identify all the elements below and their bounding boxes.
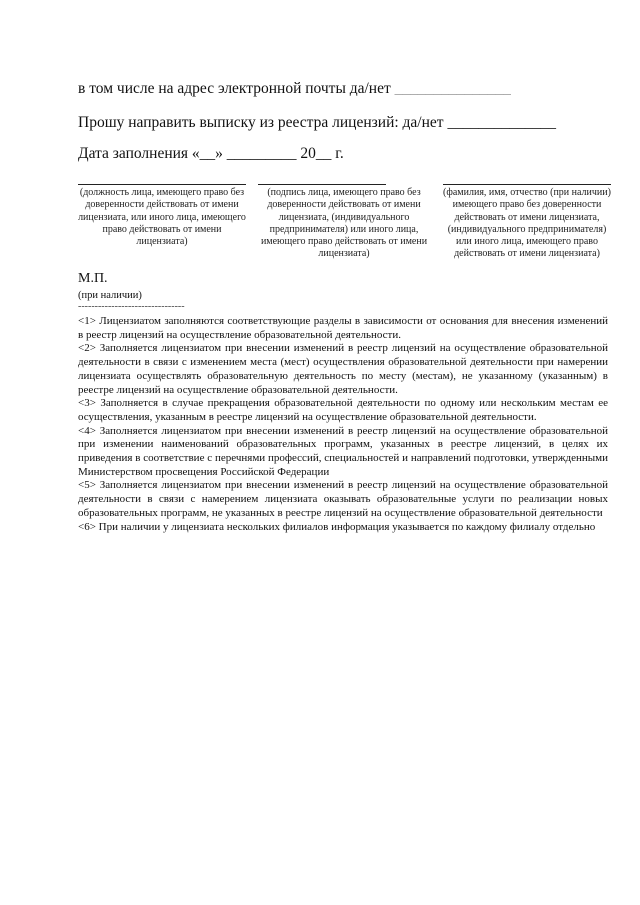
footnote-1: <1> Лицензиатом заполняются соответствующие разделы в зависимости от основания для внесения изменений в реестр лицензий на осуществление образовательной деятельности. bbox=[78, 315, 608, 341]
extract-request-blank[interactable]: ______________ bbox=[447, 114, 556, 131]
position-signature-line[interactable] bbox=[78, 172, 246, 185]
footnote-6: <6> При наличии у лицензиата нескольких филиалов информация указывается по каждому филиалу отдельно bbox=[78, 520, 596, 533]
stamp-label: М.П. bbox=[78, 271, 108, 286]
extract-request-text: Прошу направить выписку из реестра лицензий: да/нет bbox=[78, 114, 444, 131]
signature-sign-block bbox=[258, 172, 430, 261]
footnote-5: <5> Заполняется лицензиатом при внесении изменений в реестр лицензий на осуществление образовательной деятельности в связи с намерением лицензиата оказывать образовательные услуги по реализации новых образовательных программ, не указанных в реестре лицензий на осуществление образовательной деятельности bbox=[78, 479, 608, 519]
fill-date-line[interactable]: Дата заполнения «__» _________ 20__ г. bbox=[78, 145, 344, 162]
signature-position-block bbox=[78, 172, 246, 248]
footnote-3: <3> Заполняется в случае прекращения образовательной деятельности по одному или нескольким местам ее осуществления, указанным в реестре лицензий на осуществление образовательной деятельности. bbox=[78, 397, 608, 423]
email-request-text: в том числе на адрес электронной почты да/нет bbox=[78, 80, 391, 97]
email-request-blank[interactable]: _______________ bbox=[394, 80, 511, 97]
stamp-note: (при наличии) bbox=[78, 290, 142, 301]
footnote-separator: -------------------------------- bbox=[78, 301, 185, 312]
sign-signature-line[interactable] bbox=[258, 172, 386, 185]
email-request-line bbox=[78, 80, 511, 98]
position-caption: (должность лица, имеющего право без доверенности действовать от имени лицензиата, или иного лица, имеющего право действовать от имени лицензиата) bbox=[78, 187, 246, 248]
footnote-2: <2> Заполняется лицензиатом при внесении изменений в реестр лицензий на осуществление образовательной деятельности в связи с изменением места (мест) осуществления образовательной деятельности при намерении лицензиата осуществлять образовательную деятельность по месту (местам), не указанному (указанным) в реестре лицензий на осуществление образовательной деятельности. bbox=[78, 342, 608, 396]
extract-request-line bbox=[78, 114, 556, 132]
footnote-4: <4> Заполняется лицензиатом при внесении изменений в реестр лицензий на осуществление образовательной при изменении наименований образовательных программ, указанных в реестре лицензий, в целях их приведения в соответствие с перечнями профессий, специальностей и направлений подготовки, утвержденными Министерством просвещения Российской Федерации bbox=[78, 424, 608, 478]
signature-name-block bbox=[440, 172, 614, 261]
name-caption: (фамилия, имя, отчество (при наличии) имеющего право без доверенности действовать от имени лицензиата, (индивидуального предпринимателя) или иного лица, имеющего право действовать от имени лицензиата) bbox=[443, 187, 611, 260]
footnotes bbox=[78, 315, 608, 534]
name-signature-line[interactable] bbox=[443, 172, 611, 185]
sign-caption: (подпись лица, имеющего право без доверенности действовать от имени лицензиата, (индивидуального предпринимателя) или иного лица, имеющего право действовать от имени лицензиата) bbox=[260, 187, 428, 260]
